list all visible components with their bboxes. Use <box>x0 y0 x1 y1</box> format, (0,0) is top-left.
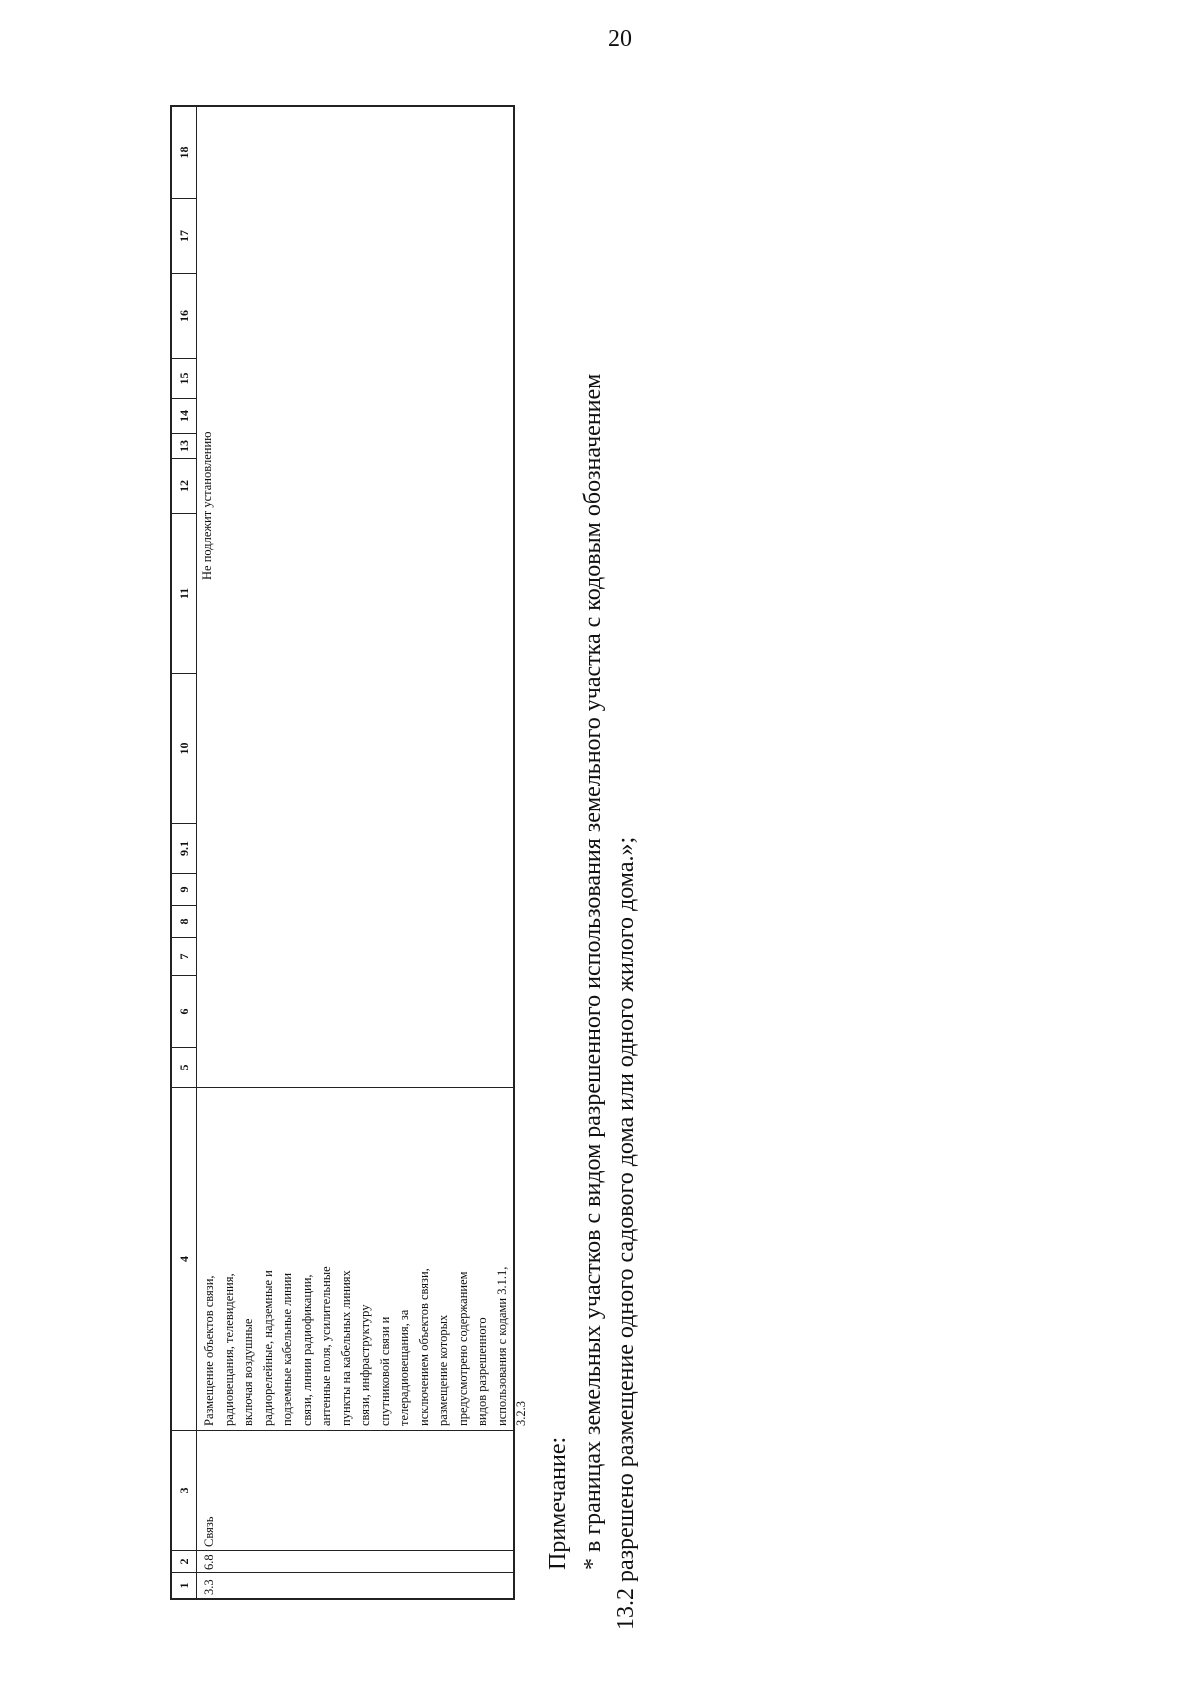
header-col-5: 5 <box>172 1048 196 1088</box>
cell-row-number: 3.3 <box>202 1579 216 1595</box>
header-col-14: 14 <box>172 399 196 434</box>
cell-use-description <box>200 1266 532 1426</box>
description-line: видов разрешенного <box>475 1317 489 1426</box>
header-col-1: 1 <box>177 1582 191 1589</box>
cell-use-name: Связь <box>202 1516 216 1547</box>
table-header-row <box>172 107 197 1598</box>
header-col-7: 7 <box>172 938 196 976</box>
description-line: связи, инфраструктуру <box>358 1304 372 1426</box>
description-line: радиовещания, телевидения, <box>221 1273 236 1426</box>
description-line: телерадиовещания, за <box>397 1309 411 1426</box>
header-col-8: 8 <box>172 906 196 938</box>
description-line: исключением объектов связи, <box>416 1268 431 1426</box>
column-divider <box>196 1572 513 1573</box>
rotated-landscape-content <box>170 100 650 1630</box>
merged-cell-not-established: Не подлежит установлению <box>200 431 214 580</box>
column-divider <box>196 1087 513 1088</box>
description-line: связи, линии радиофикации, <box>299 1274 314 1426</box>
header-col-17: 17 <box>172 199 196 274</box>
description-line: Размещение объектов связи, <box>202 1275 216 1426</box>
header-col-9-1: 9.1 <box>172 824 196 874</box>
description-line: 3.2.3 <box>514 1401 528 1426</box>
description-line: предусмотрено содержанием <box>455 1271 470 1426</box>
cell-code: 6.8 <box>202 1554 216 1570</box>
header-col-6: 6 <box>172 976 196 1048</box>
description-line: размещение которых <box>436 1314 450 1426</box>
header-col-2: 2 <box>172 1551 196 1573</box>
note-line-1: * в границах земельных участков с видом разрешенного использования земельного участка с кодовым обозначением <box>580 373 606 1570</box>
description-line: радиорелейные, надземные и <box>260 1270 275 1426</box>
note-line-2: 13.2 разрешено размещение одного садового дома или одного жилого дома.»; <box>613 836 639 1630</box>
header-col-13: 13 <box>172 434 196 459</box>
description-line: пункты на кабельных линиях <box>338 1270 353 1426</box>
regulation-table <box>170 105 528 1600</box>
header-col-3: 3 <box>172 1431 196 1551</box>
header-col-16: 16 <box>172 274 196 359</box>
header-col-15: 15 <box>172 359 196 399</box>
header-col-18: 18 <box>172 107 196 199</box>
header-col-9: 9 <box>172 874 196 906</box>
note-title: Примечание: <box>545 1436 571 1570</box>
header-col-11: 11 <box>172 514 196 674</box>
description-line: использования с кодами 3.1.1, <box>494 1266 509 1426</box>
description-line: подземные кабельные линии <box>280 1272 294 1426</box>
description-line: спутниковой связи и <box>377 1316 392 1426</box>
description-line: включая воздушные <box>241 1318 255 1426</box>
header-col-10: 10 <box>172 674 196 824</box>
header-col-4: 4 <box>172 1088 196 1431</box>
header-col-12: 12 <box>172 459 196 514</box>
column-divider <box>196 1550 513 1551</box>
column-divider <box>196 1430 513 1431</box>
description-line: антенные поля, усилительные <box>319 1266 333 1426</box>
page-number: 20 <box>608 26 632 52</box>
